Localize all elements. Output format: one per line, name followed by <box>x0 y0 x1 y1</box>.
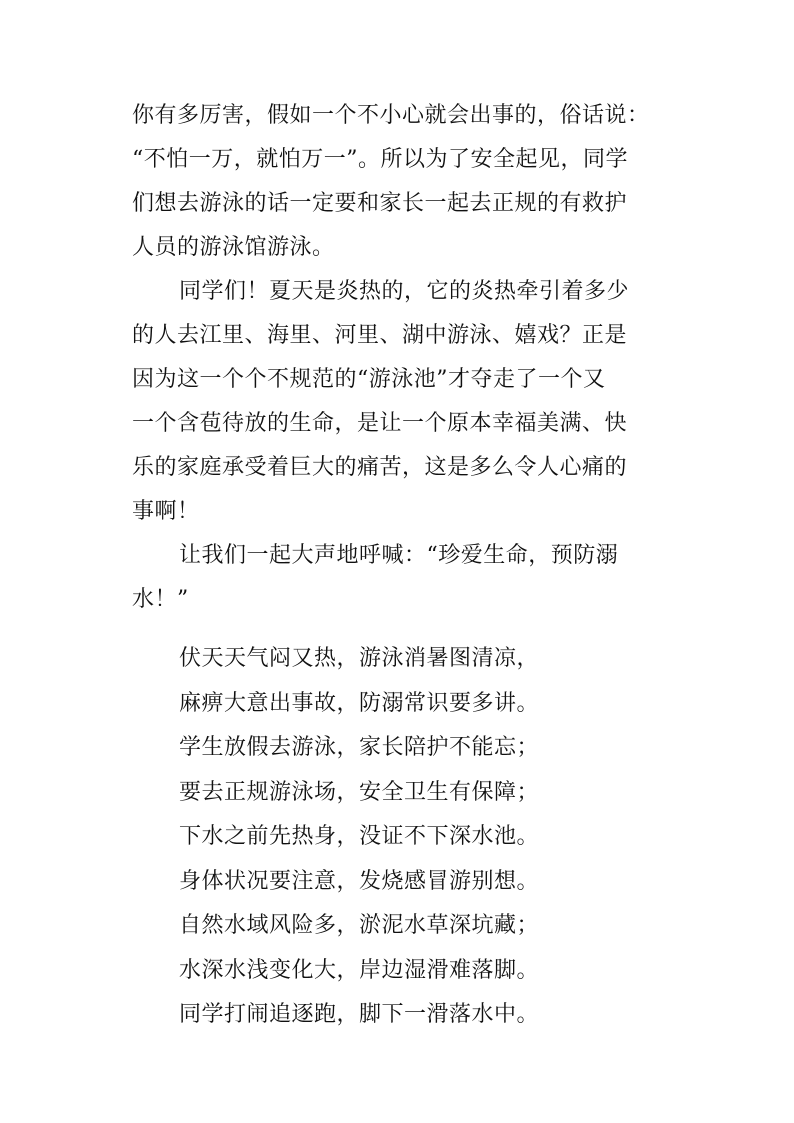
text-line: 让我们一起大声地呼喊：“珍爱生命，预防溺 <box>179 543 619 568</box>
paragraph-1 <box>132 94 672 270</box>
poem-line: 水深水浅变化大，岸边湿滑难落脚。 <box>179 957 540 983</box>
text-line: 事啊！ <box>132 499 200 524</box>
text-line: 你有多厉害，假如一个不小心就会出事的，俗话说： <box>132 103 650 128</box>
text-line: 人员的游泳馆游泳。 <box>132 235 335 260</box>
poem-line: 伏天天气闷又热，游泳消暑图清凉， <box>179 646 540 671</box>
poem-line: 同学打闹追逐跑，脚下一滑落水中。 <box>179 1002 540 1027</box>
poem-line: 麻痹大意出事故，防溺常识要多讲。 <box>179 690 540 716</box>
prose-body <box>132 94 672 622</box>
poem-line: 学生放假去游泳，家长陪护不能忘； <box>179 735 540 760</box>
text-line: 乐的家庭承受着巨大的痛苦，这是多么令人心痛的 <box>132 455 628 480</box>
poem-line: 自然水域风险多，淤泥水草深坑藏； <box>179 913 540 938</box>
text-line: 们想去游泳的话一定要和家长一起去正规的有救护 <box>132 191 628 216</box>
paragraph-2 <box>132 270 672 534</box>
poem-line: 要去正规游泳场，安全卫生有保障； <box>179 779 540 805</box>
text-line: 因为这一个个不规范的“游泳池”才夺走了一个又 <box>132 367 606 392</box>
poem-line: 下水之前先热身，没证不下深水池。 <box>179 824 540 849</box>
safety-poem <box>179 637 599 1038</box>
text-line: 的人去江里、海里、河里、湖中游泳、嬉戏？正是 <box>132 323 628 348</box>
poem-line: 身体状况要注意，发烧感冒游别想。 <box>179 868 540 894</box>
paragraph-3 <box>132 534 672 622</box>
text-line: “不怕一万，就怕万一”。所以为了安全起见，同学 <box>132 147 628 172</box>
text-line: 水！” <box>132 587 189 612</box>
text-line: 一个含苞待放的生命，是让一个原本幸福美满、快 <box>132 411 628 436</box>
text-line: 同学们！夏天是炎热的，它的炎热牵引着多少 <box>179 279 630 304</box>
